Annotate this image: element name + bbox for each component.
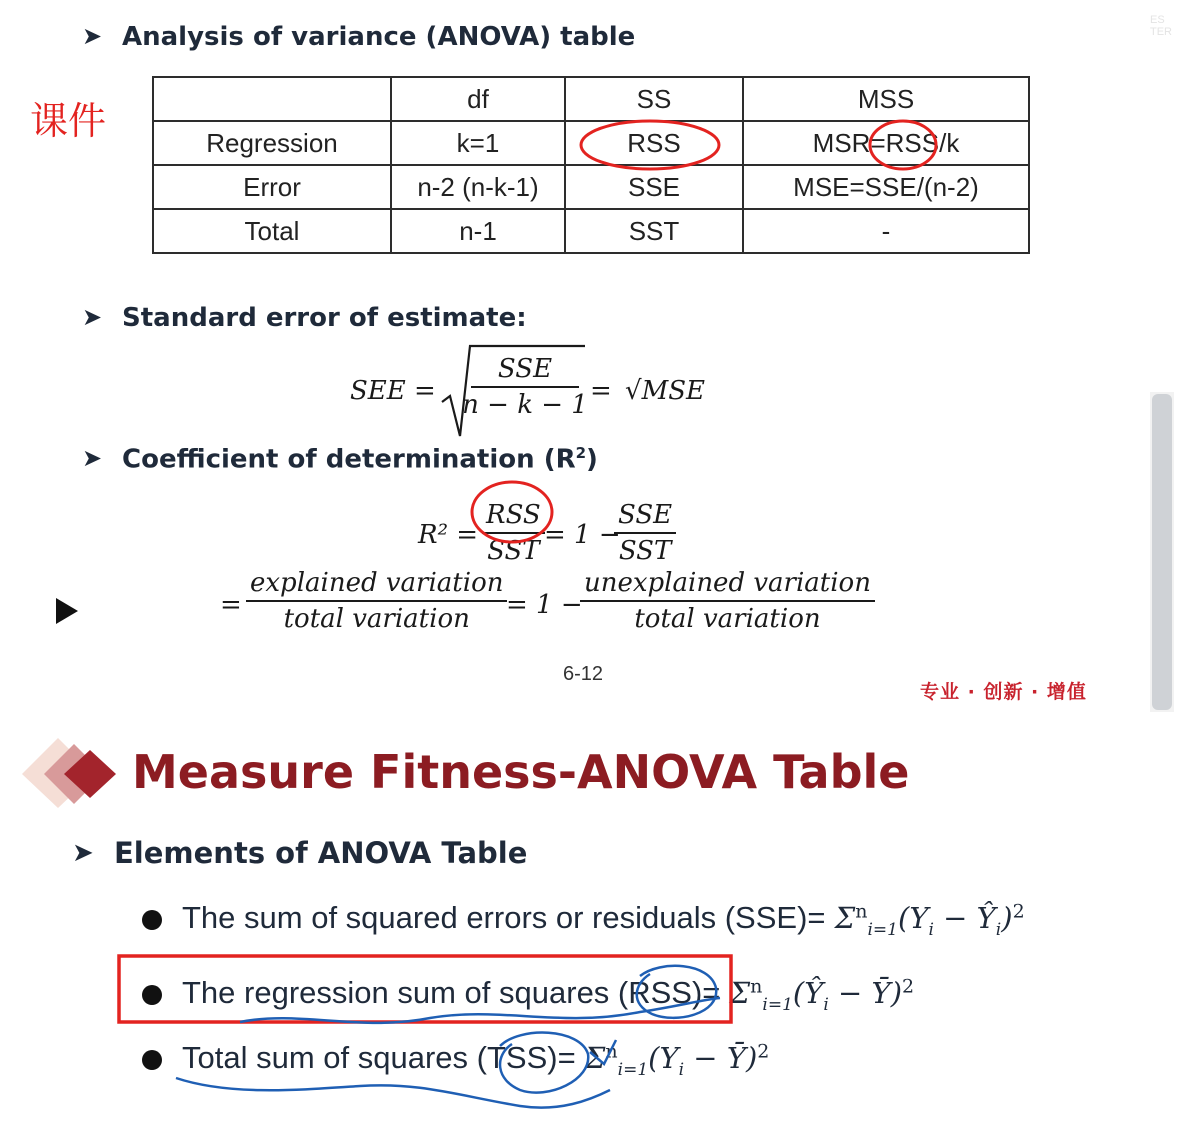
heading-coefficient-determination [122,444,598,475]
blue-underline-annotation [240,998,720,1023]
slide-number: 6-12 [563,663,604,685]
heading-r2-end: ) [586,444,598,475]
sse-formula-icon: $\Sigma^n_{i=1}(Y_i$ − $Ŷ_i)^2$ [825,900,1025,940]
table-cell: n-2 (n-k-1) [391,165,565,209]
r2-rss-numerator: RSS [482,500,545,534]
r2-eq2: = [220,590,242,620]
table-annotation-circles [0,0,1185,300]
bullet-dot-icon [142,910,162,930]
r2-lhs: R² = [418,520,479,550]
table-cell: RSS [565,121,743,165]
r2-sst-denominator-2: SST [618,536,672,566]
ink-annotations [0,940,1185,1140]
annotation-label: 课件 [30,99,107,143]
list-item [142,900,1025,940]
see-fraction [462,354,588,420]
r2-fraction-unexplained [580,568,875,634]
play-icon[interactable] [56,598,78,624]
unexplained-variation-numerator: unexplained variation [580,568,875,602]
r2-mid2: = 1 − [506,590,583,620]
heading-standard-error: Standard error of estimate: [122,303,527,333]
table-cell: Error [153,165,391,209]
r2-mid: = 1 − [544,520,621,550]
table-cell: Total [153,209,391,253]
arrow-bullet-icon: ➤ [82,22,103,50]
list-item-text: Total sum of squares (TSS)= [182,1040,576,1075]
r2-sst-denominator: SST [487,536,540,566]
see-rhs: √MSE [625,376,705,406]
rss-circle-annotation [870,121,936,169]
heading-anova-table: Analysis of variance (ANOVA) table [122,22,636,52]
r2-fraction-sse [614,500,676,566]
slide-title: Measure Fitness-ANOVA Table [132,745,910,799]
total-variation-denominator: total variation [283,604,470,634]
see-equals: = [590,376,612,406]
diamond-logo-icon [22,738,122,808]
table-cell: MSS [743,77,1029,121]
table-cell: Regression [153,121,391,165]
table-cell: k=1 [391,121,565,165]
table-cell: SSE [565,165,743,209]
table-cell: MSE=SSE/(n-2) [743,165,1029,209]
heading-r2-sup: 2 [575,444,587,462]
tagline: 专业 · 创新 · 增值 [920,681,1087,703]
see-denominator: n − k − 1 [462,390,588,420]
blue-circle-annotation [500,1033,588,1093]
table-cell: MSR=RSS/k [743,121,1029,165]
blue-check-annotation [590,1040,616,1064]
see-numerator: SSE [471,354,579,388]
tss-formula-icon: $\Sigma^n_{i=1}(Y_i$ − Ȳ)$^2$ [575,1040,770,1080]
see-lhs: SEE = [350,376,436,406]
rss-circle-annotation [460,478,570,548]
table-cell: SST [565,209,743,253]
arrow-bullet-icon: ➤ [82,303,103,331]
table-cell: SS [565,77,743,121]
table-cell: - [743,209,1029,253]
list-item-text: The regression sum of squares (RSS)= [182,975,721,1010]
ghost-icon: ES TER [1150,14,1172,38]
heading-r2-text: Coefficient of determination (R [122,444,576,475]
arrow-bullet-icon: ➤ [72,838,94,868]
table-cell: df [391,77,565,121]
table-cell: n-1 [391,209,565,253]
total-variation-denominator-2: total variation [634,604,821,634]
r2-fraction-explained [246,568,507,634]
list-item-text: The sum of squared errors or residuals (SSE)= [182,900,826,935]
arrow-bullet-icon: ➤ [82,444,103,472]
explained-variation-numerator: explained variation [246,568,507,602]
scrollbar-thumb[interactable] [1152,394,1172,710]
rss-formula-icon: $\Sigma^n_{i=1}(Ŷ_i$ − Ȳ)$^2$ [720,975,915,1015]
heading-elements: Elements of ANOVA Table [114,836,528,870]
r2-sse-numerator: SSE [614,500,676,534]
rss-circle-annotation [581,121,719,169]
